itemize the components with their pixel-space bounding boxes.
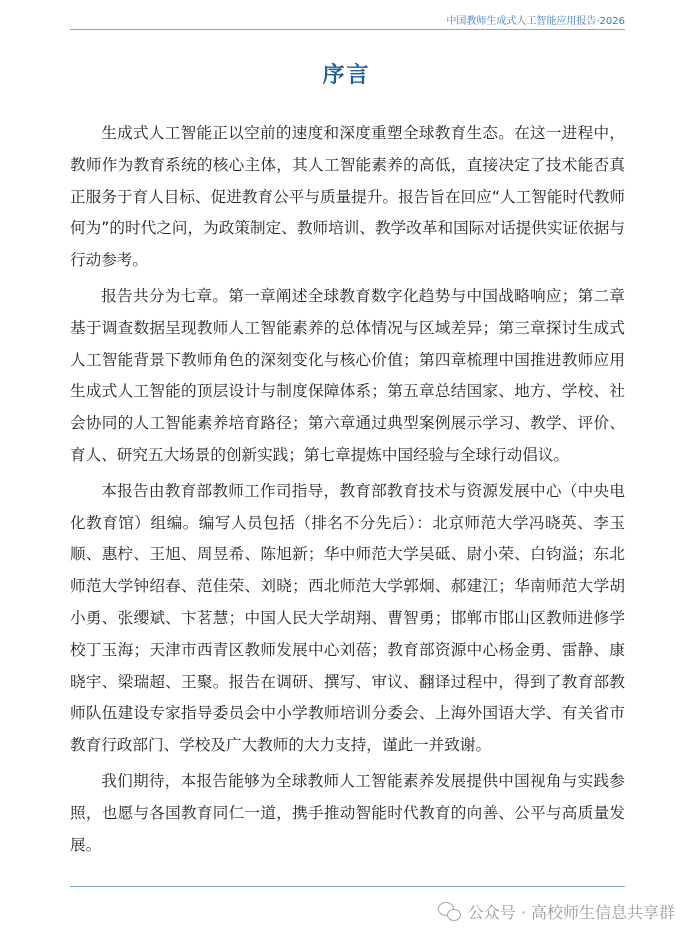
body-text	[70, 118, 625, 865]
footer-divider	[70, 886, 625, 887]
watermark-text: 公众号 · 高校师生信息共享群	[467, 902, 675, 922]
header-title: 中国教师生成式人工智能应用报告·2026	[446, 16, 625, 27]
page-header	[70, 8, 625, 30]
header-divider	[70, 29, 625, 30]
wechat-icon	[438, 900, 462, 922]
paragraph-3: 本报告由教育部教师工作司指导，教育部教育技术与资源发展中心（中央电化教育馆）组编。编写人员包括（排名不分先后）：北京师范大学冯晓英、李玉顺、惠柠、王旭、周昱希、陈旭新；华中师范大学吴砥、尉小荣、白钧溢；东北师范大学钟绍春、范佳荣、刘晓；西北师范大学郭炯、郝建江；华南师范大学胡小勇、张缨斌、卞茗慧；中国人民大学胡翔、曹智勇；邯郸市邯山区教师进修学校丁玉海；天津市西青区教师发展中心刘蓓；教育部资源中心杨金勇、雷静、康晓宇、梁瑞超、王聚。报告在调研、撰写、审议、翻译过程中，得到了教育部教师队伍建设专家指导委员会中小学教师培训分委会、上海外国语大学、有关省市教育行政部门、学校及广大教师的大力支持，谨此一并致谢。	[70, 481, 625, 755]
paragraph-4: 我们期待，本报告能够为全球教师人工智能素养发展提供中国视角与实践参照，也愿与各国教育同仁一道，携手推动智能时代教育的向善、公平与高质量发展。	[70, 771, 625, 854]
page-title: 序言	[322, 63, 371, 88]
paragraph-2: 报告共分为七章。第一章阐述全球教育数字化趋势与中国战略响应；第二章基于调查数据呈现教师人工智能素养的总体情况与区域差异；第三章探讨生成式人工智能背景下教师角色的深刻变化与核心价值；第四章梳理中国推进教师应用生成式人工智能的顶层设计与制度保障体系；第五章总结国家、地方、学校、社会协同的人工智能素养培育路径；第六章通过典型案例展示学习、教学、评价、育人、研究五大场景的创新实践；第七章提炼中国经验与全球行动倡议。	[70, 286, 625, 464]
watermark	[438, 896, 675, 926]
paragraph-1: 生成式人工智能正以空前的速度和深度重塑全球教育生态。在这一进程中，教师作为教育系统的核心主体，其人工智能素养的高低，直接决定了技术能否真正服务于育人目标、促进教育公平与质量提升。报告旨在回应“人工智能时代教师何为”的时代之问，为政策制定、教师培训、教学改革和国际对话提供实证依据与行动参考。	[70, 124, 625, 270]
